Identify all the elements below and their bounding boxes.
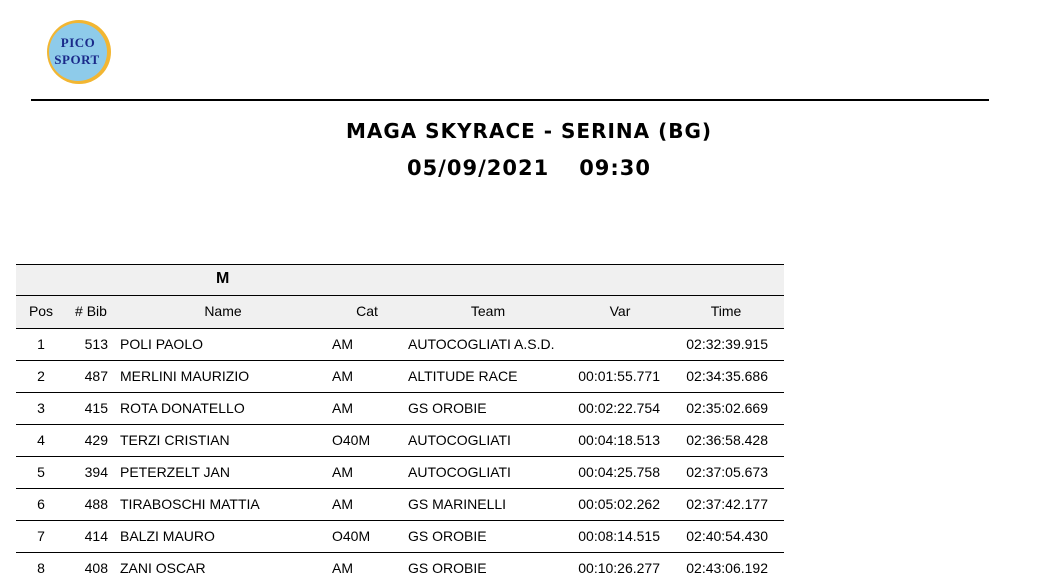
row-time: 02:35:02.669 [686,400,768,416]
row-var: 00:04:18.513 [578,432,660,448]
table-row [16,456,784,488]
row-name: ROTA DONATELLO [120,400,245,416]
logo-line-1: PICO [60,35,96,50]
col-cat-header: Cat [356,303,378,319]
row-cat: AM [332,368,353,384]
row-pos: 8 [37,560,45,576]
row-time: 02:43:06.192 [686,560,768,576]
logo-line-2: SPORT [54,52,100,67]
row-team: GS OROBIE [408,400,487,416]
row-name: ZANI OSCAR [120,560,206,576]
row-pos: 7 [37,528,45,544]
table-header [16,296,784,328]
row-name: BALZI MAURO [120,528,215,544]
col-time-header: Time [710,303,742,319]
col-pos-header: Pos [28,303,54,319]
table-row [16,392,784,424]
row-bib: 415 [84,400,108,416]
row-name: TERZI CRISTIAN [120,432,230,448]
table-row [16,424,784,456]
row-time: 02:40:54.430 [686,528,768,544]
row-name: POLI PAOLO [120,336,203,352]
row-cat: O40M [332,528,371,544]
row-team: AUTOCOGLIATI A.S.D. [408,336,555,352]
category-band [16,264,784,296]
row-var: 00:08:14.515 [578,528,660,544]
row-team: ALTITUDE RACE [408,368,518,384]
row-bib: 513 [84,336,108,352]
row-cat: O40M [332,432,371,448]
row-name: MERLINI MAURIZIO [120,368,250,384]
row-team: AUTOCOGLIATI [408,432,511,448]
row-pos: 2 [37,368,45,384]
category-label: M [216,270,230,287]
row-bib: 429 [84,432,108,448]
row-time: 02:37:42.177 [686,496,768,512]
table-row [16,552,784,580]
race-title: MAGA SKYRACE - SERINA (BG) [345,119,713,143]
row-bib: 488 [84,496,108,512]
row-name: TIRABOSCHI MATTIA [120,496,260,512]
row-cat: AM [332,400,353,416]
table-row [16,520,784,552]
row-time: 02:36:58.428 [686,432,768,448]
row-var: 00:05:02.262 [578,496,660,512]
race-date: 05/09/2021 [406,156,550,180]
table-row [16,488,784,520]
row-bib: 408 [84,560,108,576]
col-team-header: Team [470,303,506,319]
row-pos: 4 [37,432,45,448]
row-cat: AM [332,464,353,480]
row-pos: 5 [37,464,45,480]
col-var-header: Var [609,303,631,319]
row-var: 00:10:26.277 [578,560,660,576]
race-datetime [0,156,1058,180]
table-row [16,328,784,360]
pico-sport-logo [44,17,114,87]
header-divider [31,99,989,101]
row-bib: 487 [84,368,108,384]
row-cat: AM [332,336,353,352]
row-bib: 414 [84,528,108,544]
row-name: PETERZELT JAN [120,464,230,480]
row-cat: AM [332,496,353,512]
row-time: 02:34:35.686 [686,368,768,384]
row-pos: 6 [37,496,45,512]
row-team: GS OROBIE [408,528,487,544]
row-cat: AM [332,560,353,576]
results-table [16,264,784,580]
table-row [16,360,784,392]
row-team: GS MARINELLI [408,496,507,512]
row-time: 02:37:05.673 [686,464,768,480]
row-team: AUTOCOGLIATI [408,464,511,480]
row-pos: 3 [37,400,45,416]
row-team: GS OROBIE [408,560,487,576]
row-pos: 1 [37,336,45,352]
row-bib: 394 [84,464,108,480]
row-var: 00:04:25.758 [578,464,660,480]
row-var: 00:01:55.771 [578,368,660,384]
race-time: 09:30 [579,156,652,180]
row-var: 00:02:22.754 [578,400,660,416]
row-time: 02:32:39.915 [686,336,768,352]
col-bib-header: # Bib [75,303,107,319]
col-name-header: Name [204,303,242,319]
